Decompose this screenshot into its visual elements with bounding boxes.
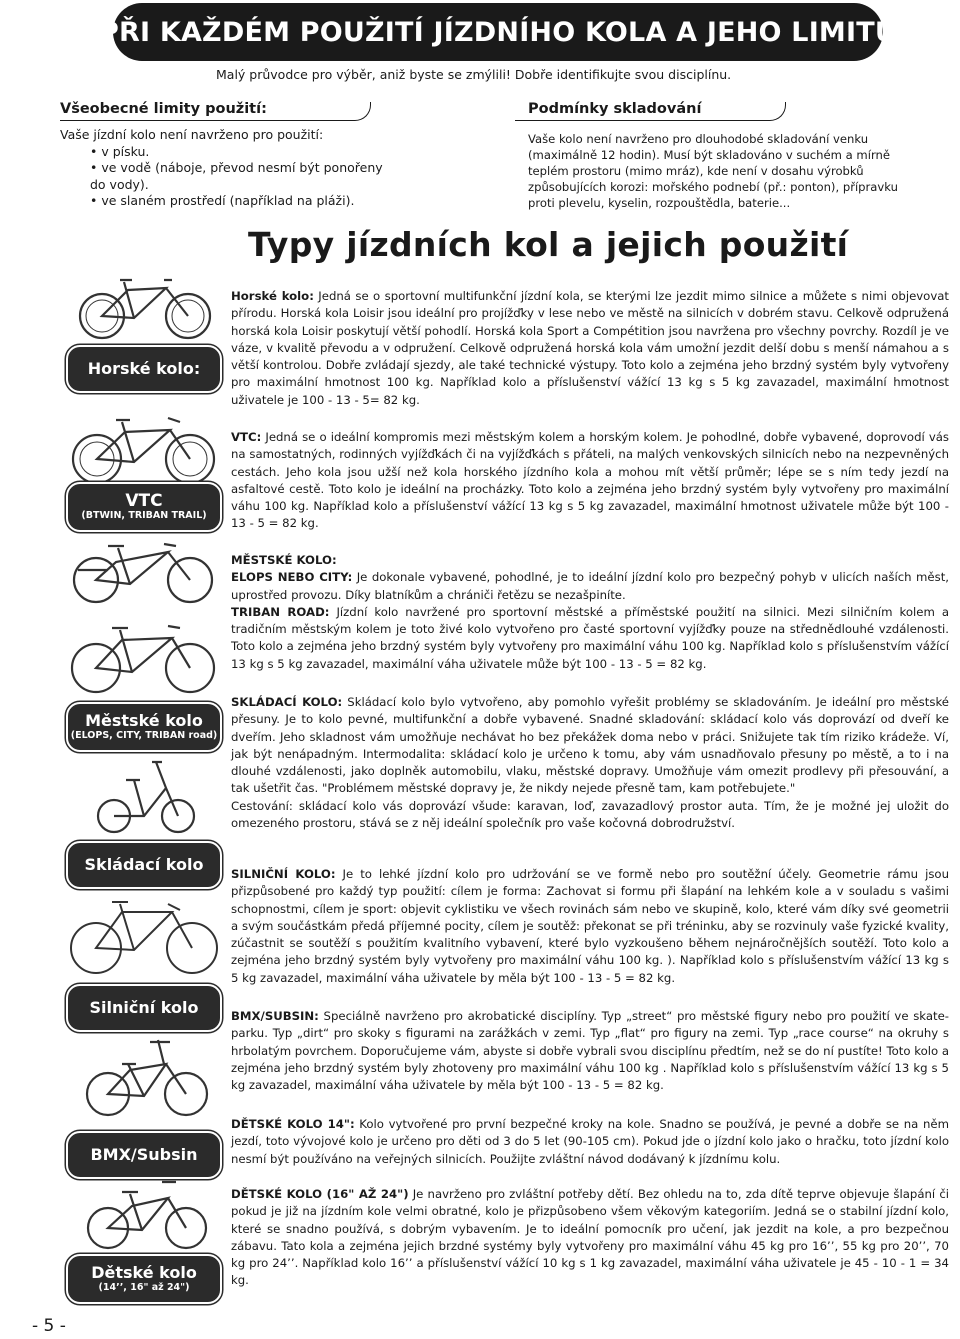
limits-item: • ve vodě (náboje, převod nesmí být ponořeny do vody). [90, 160, 400, 193]
folding-label-text: Skládací kolo [84, 855, 204, 874]
road-section [231, 866, 949, 987]
kids14-text: Kolo vytvořené pro první bezpečné kroky na kole. Snadno se používá, je pevné a dobře se na něm jezdí, toto vývojové kolo je určeno pro děti od 3 do 5 let (90-105 cm). Pokud jde o jízdní kolo jako o hračku, toto jízdní kolo nesmí být používáno na veřejných silnicích. Použijte zvláštní návod dodávaný k jízdnímu kolu. [231, 1117, 949, 1166]
limits-list [60, 144, 400, 210]
bmx-label [66, 1131, 222, 1179]
limits-item: • v písku. [90, 144, 400, 161]
folding-text2: Cestování: skládací kolo vás doprovází všude: karavan, loď, zavazadlový prostor auta. Tím, že je možné jej uložit do omezeného prostoru, stává se z něj ideální společník pro vaše kočovná dobrodružství. [231, 798, 949, 831]
limits-underline [60, 104, 346, 121]
elops-text: Je dokonale vybavené, pohodlné, je to ideální jízdní kolo pro bezpečný pohyb v ulicích naších měst, uprostřed provozu. Díky blatníkům a chrániči řetězu se nezašpiníte. [231, 570, 949, 602]
city-head: MĚSTSKÉ KOLO: [231, 553, 337, 567]
road-label [66, 984, 222, 1032]
vtc-label [66, 482, 222, 532]
mtb-label-text: Horské kolo: [87, 359, 201, 378]
storage-underline [515, 104, 761, 121]
city-label [66, 702, 222, 752]
mtb-section [231, 288, 949, 409]
elops-head: ELOPS NEBO CITY: [231, 570, 353, 585]
storage-tab-curve [759, 102, 786, 121]
limits-block [60, 127, 400, 210]
bmx-bike-icon [84, 1034, 210, 1118]
kids16-head: DĚTSKÉ KOLO (16" AŽ 24") [231, 1187, 409, 1201]
city-section [231, 552, 949, 673]
road-head: SILNIČNÍ KOLO: [231, 867, 336, 881]
page-subtitle: Malý průvodce pro výběr, aniž byste se zmýlili! Dobře identifikujte svou disciplínu. [216, 67, 732, 82]
kids-label-sub: (14’’, 16" až 24") [98, 1282, 190, 1293]
limits-tab-curve [344, 102, 371, 121]
road-text: Je to lehké jízdní kolo pro udržování se ve formě nebo pro soutěžní účely. Geometrie rámu jsou přizpůsobené pro každý typ použití: cílem je forma: Zachovat si formu při šlapání na lehkém kole a v souladu s vašimi schopnostmi, cílem je sport: objevit cyklistiku ve všech rovinách sám nebo ve skupině, kolo, které vám díky své geometrii a svým součástkám předá příjemné pocity, cílem je soutěž: překonat se při tréninku, aby se rozvinuly vaše fyzické kvality, zúčastnit se soutěží s použitím kvalitního vybavení, které bylo vyzkoušeno během nejnáročnějších soutěží. Toto kolo a zejména jeho brzdný systém byly vytvořeny pro maximální váhu 100 kg. ). Například kolo s příslušenstvím vážící 13 kg s 5 kg zavazadel, maximální váha uživatele by měla být 100 - 13 - 5 = 82 kg. [231, 867, 949, 985]
triban-text: Jízdní kolo navržené pro sportovní městské a příměstské použití na silnici. Mezi silničním kolem a tradičním městským kolem je toto živé kolo vytvořeno pro časté sportovní vyjížďky pouze na střednědlouhé vzdálenosti. Toto kolo a zejména jeho brzdný systém byly vytvořeny pro maximální váhu 100 kg. Například kolo s příslušenstvím vážící 13 kg s 5 kg zavazadel, maximální váha uživatele může být 100 - 13 - 5 = 82 kg. [231, 604, 949, 671]
mtb-head: Horské kolo: [231, 289, 314, 303]
folding-label [66, 841, 222, 889]
vtc-bike-icon [70, 412, 218, 486]
storage-text: Vaše kolo není navrženo pro dlouhodobé skladování venku (maximálně 12 hodin). Musí být skladováno v suchém a mírně teplém prostoru (mimo mráz), kde není v dosahu výrobků způsobujících korozi: mořského podnebí (př.: ponton), přípravku proti plevelu, kyselin, rozpouštědla, baterie... [528, 132, 898, 210]
vtc-head: VTC: [231, 430, 262, 444]
folding-bike-icon [96, 758, 196, 836]
kids14-section [231, 1116, 949, 1168]
mtb-label [66, 345, 222, 393]
city-label-text: Městské kolo [85, 711, 203, 730]
kids-label [66, 1254, 222, 1304]
kids16-text: Je navrženo pro zvláštní potřeby dětí. Bez ohledu na to, zda dítě teprve objevuje šlapání či pokud je již na jízdním kole velmi obratné, kolo je přizpůsobeno všem věkovým kategoriím. Jedná se o stabilní jízdní kolo, které se snadno používá, s dobrým vybavením. Je to ideální pomocník pro učení, jak jezdit na kole, a pro bezpečnou zábavu. Tato kola a zejména jejich brzdné systémy byly vytvořeny pro maximální váhu 45 kg pro 16’’, 55 kg pro 20’’, 70 kg pro 24’’. Například kolo 16’’ a příslušenství vážící 10 kg s 1 kg zavazadel, maximální váha uživatele je 45 - 10 - 1 = 34 kg. [231, 1187, 950, 1288]
kids-bike-icon [84, 1176, 210, 1250]
city-label-sub: (ELOPS, CITY, TRIBAN road) [70, 730, 218, 741]
city-bikes-icon [68, 540, 218, 700]
bmx-label-text: BMX/Subsin [90, 1145, 198, 1164]
folding-text: Skládací kolo bylo vytvořeno, aby pomohlo vyřešit problémy se skladováním. Je ideální pro městské přesuny. Je to kolo pevné, multifunkční a dobře vybavené. Snadné skladování: skládací kolo vás doprovází od dveří ke dveřím. Jeho skladnost vám umožňuje nechávat ho bez překážek doma nebo v práci. Snižujete tak tím riziko krádeže. Ví, jak být nenápadným. Intermodalita: skládací kolo je určeno k tomu, aby vám usnadňovalo přesuny po městě, a to i na dlouhé vzdálenosti, jako doplněk automobilu, vlaku, městské dopravy. Umožňuje vám omezit prodlevy při přesouvání, a tak ušetřit čas. "Problémem městské dopravy je, že nikdy nejede přesně tam, kam potřebujete." [231, 695, 949, 796]
road-label-text: Silniční kolo [89, 998, 199, 1017]
vtc-label-text: VTC [125, 491, 163, 511]
kids-label-text: Dětské kolo [91, 1263, 197, 1282]
road-bike-icon [68, 896, 218, 976]
mtb-text: Jedná se o sportovní multifunkční jízdní kola, se kterými lze jezdit mimo silnice a můžete s nimi objevovat přírodu. Horská kola Loisir jsou ideální pro projížďky v lese nebo ve městě na silnicích v dobrém stavu. Celkově odpružená horská kola Loisir poskytují větší pohodlí. Horská kola Sport a Compétition jsou navržena pro všechny povrchy. Rozdíl je ve váze, v kvalitě převodu a v odpružení. Celkově odpružená horská kola vám umožní jezdit delší dobu s menší námahou a s větší kontrolou. Dobře zvládají sjezdy, ale také technické výstupy. Toto kolo a zejména jeho brzdný systém byly vytvořeny pro maximální hmotnost 100 kg. Například kolo a příslušenství vážící 13 kg s 5 kg zavazadel, maximální hmotnost uživatele je 100 - 13 - 5= 82 kg. [231, 289, 949, 407]
bmx-head: BMX/SUBSIN: [231, 1009, 319, 1023]
triban-head: TRIBAN ROAD: [231, 604, 330, 619]
folding-section [231, 694, 949, 832]
limits-intro: Vaše jízdní kolo není navrženo pro použití: [60, 127, 324, 142]
limits-item: • ve slaném prostředí (například na pláži). [90, 193, 400, 210]
bmx-text: Speciálně navrženo pro akrobatické disciplíny. Typ „street“ pro městské figury nebo pro použití ve skate-parku. Typ „dirt“ pro skoky s figurami na zarážkách v zemi. Typ „flat“ pro figury na zemi. Typ „race course“ na okruhy s hrbolatým povrchem. Doporučujeme vám, abyste si dobře vybrali svou disciplínu předtím, než se do ní pustíte! Toto kolo a zejména jeho brzdný systém byly zhotoveny pro maximální váhu 100 kg . Například kolo s příslušenstvím vážící 13 kg s 5 kg zavazadel, maximální váha uživatele by měla být 100 - 13 - 5 = 82 kg. [231, 1009, 949, 1093]
vtc-text: Jedná se o ideální kompromis mezi městským kolem a horským kolem. Je pohodlné, dobře vybavené, doprovodí vás na samostatných, rodinných vyjížďkách či na vyjížďkách s přáteli, na malých venkovských silnicích nebo na nezpevněných cestách. Jeho kola jsou užší než kola horského jízdního kola a mohou mít větší průměr; lépe se s ním tedy jezdí na asfaltové cestě. Toto kolo je ideální na procházky. Toto kolo a zejména jeho brzdný systém byly vytvořeny pro maximální váhu 100 kg. Například kolo a příslušenství vážící 13 kg s 5 kg zavazadel, maximální hmotnost uživatele může být 100 - 13 - 5 = 82 kg. [231, 430, 949, 531]
bmx-section [231, 1008, 949, 1094]
storage-title: Podmínky skladování [528, 101, 702, 117]
vtc-label-sub: (BTWIN, TRIBAN TRAIL) [81, 510, 207, 521]
main-title: Typy jízdních kol a jejich použití [248, 225, 849, 264]
kids14-head: DĚTSKÉ KOLO 14": [231, 1117, 355, 1131]
mountain-bike-icon [76, 272, 214, 342]
page-number: - 5 - [32, 1316, 66, 1336]
limits-title: Všeobecné limity použití: [60, 101, 267, 117]
kids16-section [231, 1186, 949, 1290]
page-banner: PŘI KAŽDÉM POUŽITÍ JÍZDNÍHO KOLA A JEHO LIMITŮ [113, 3, 883, 61]
vtc-section [231, 429, 949, 533]
folding-head: SKLÁDACÍ KOLO: [231, 695, 343, 709]
